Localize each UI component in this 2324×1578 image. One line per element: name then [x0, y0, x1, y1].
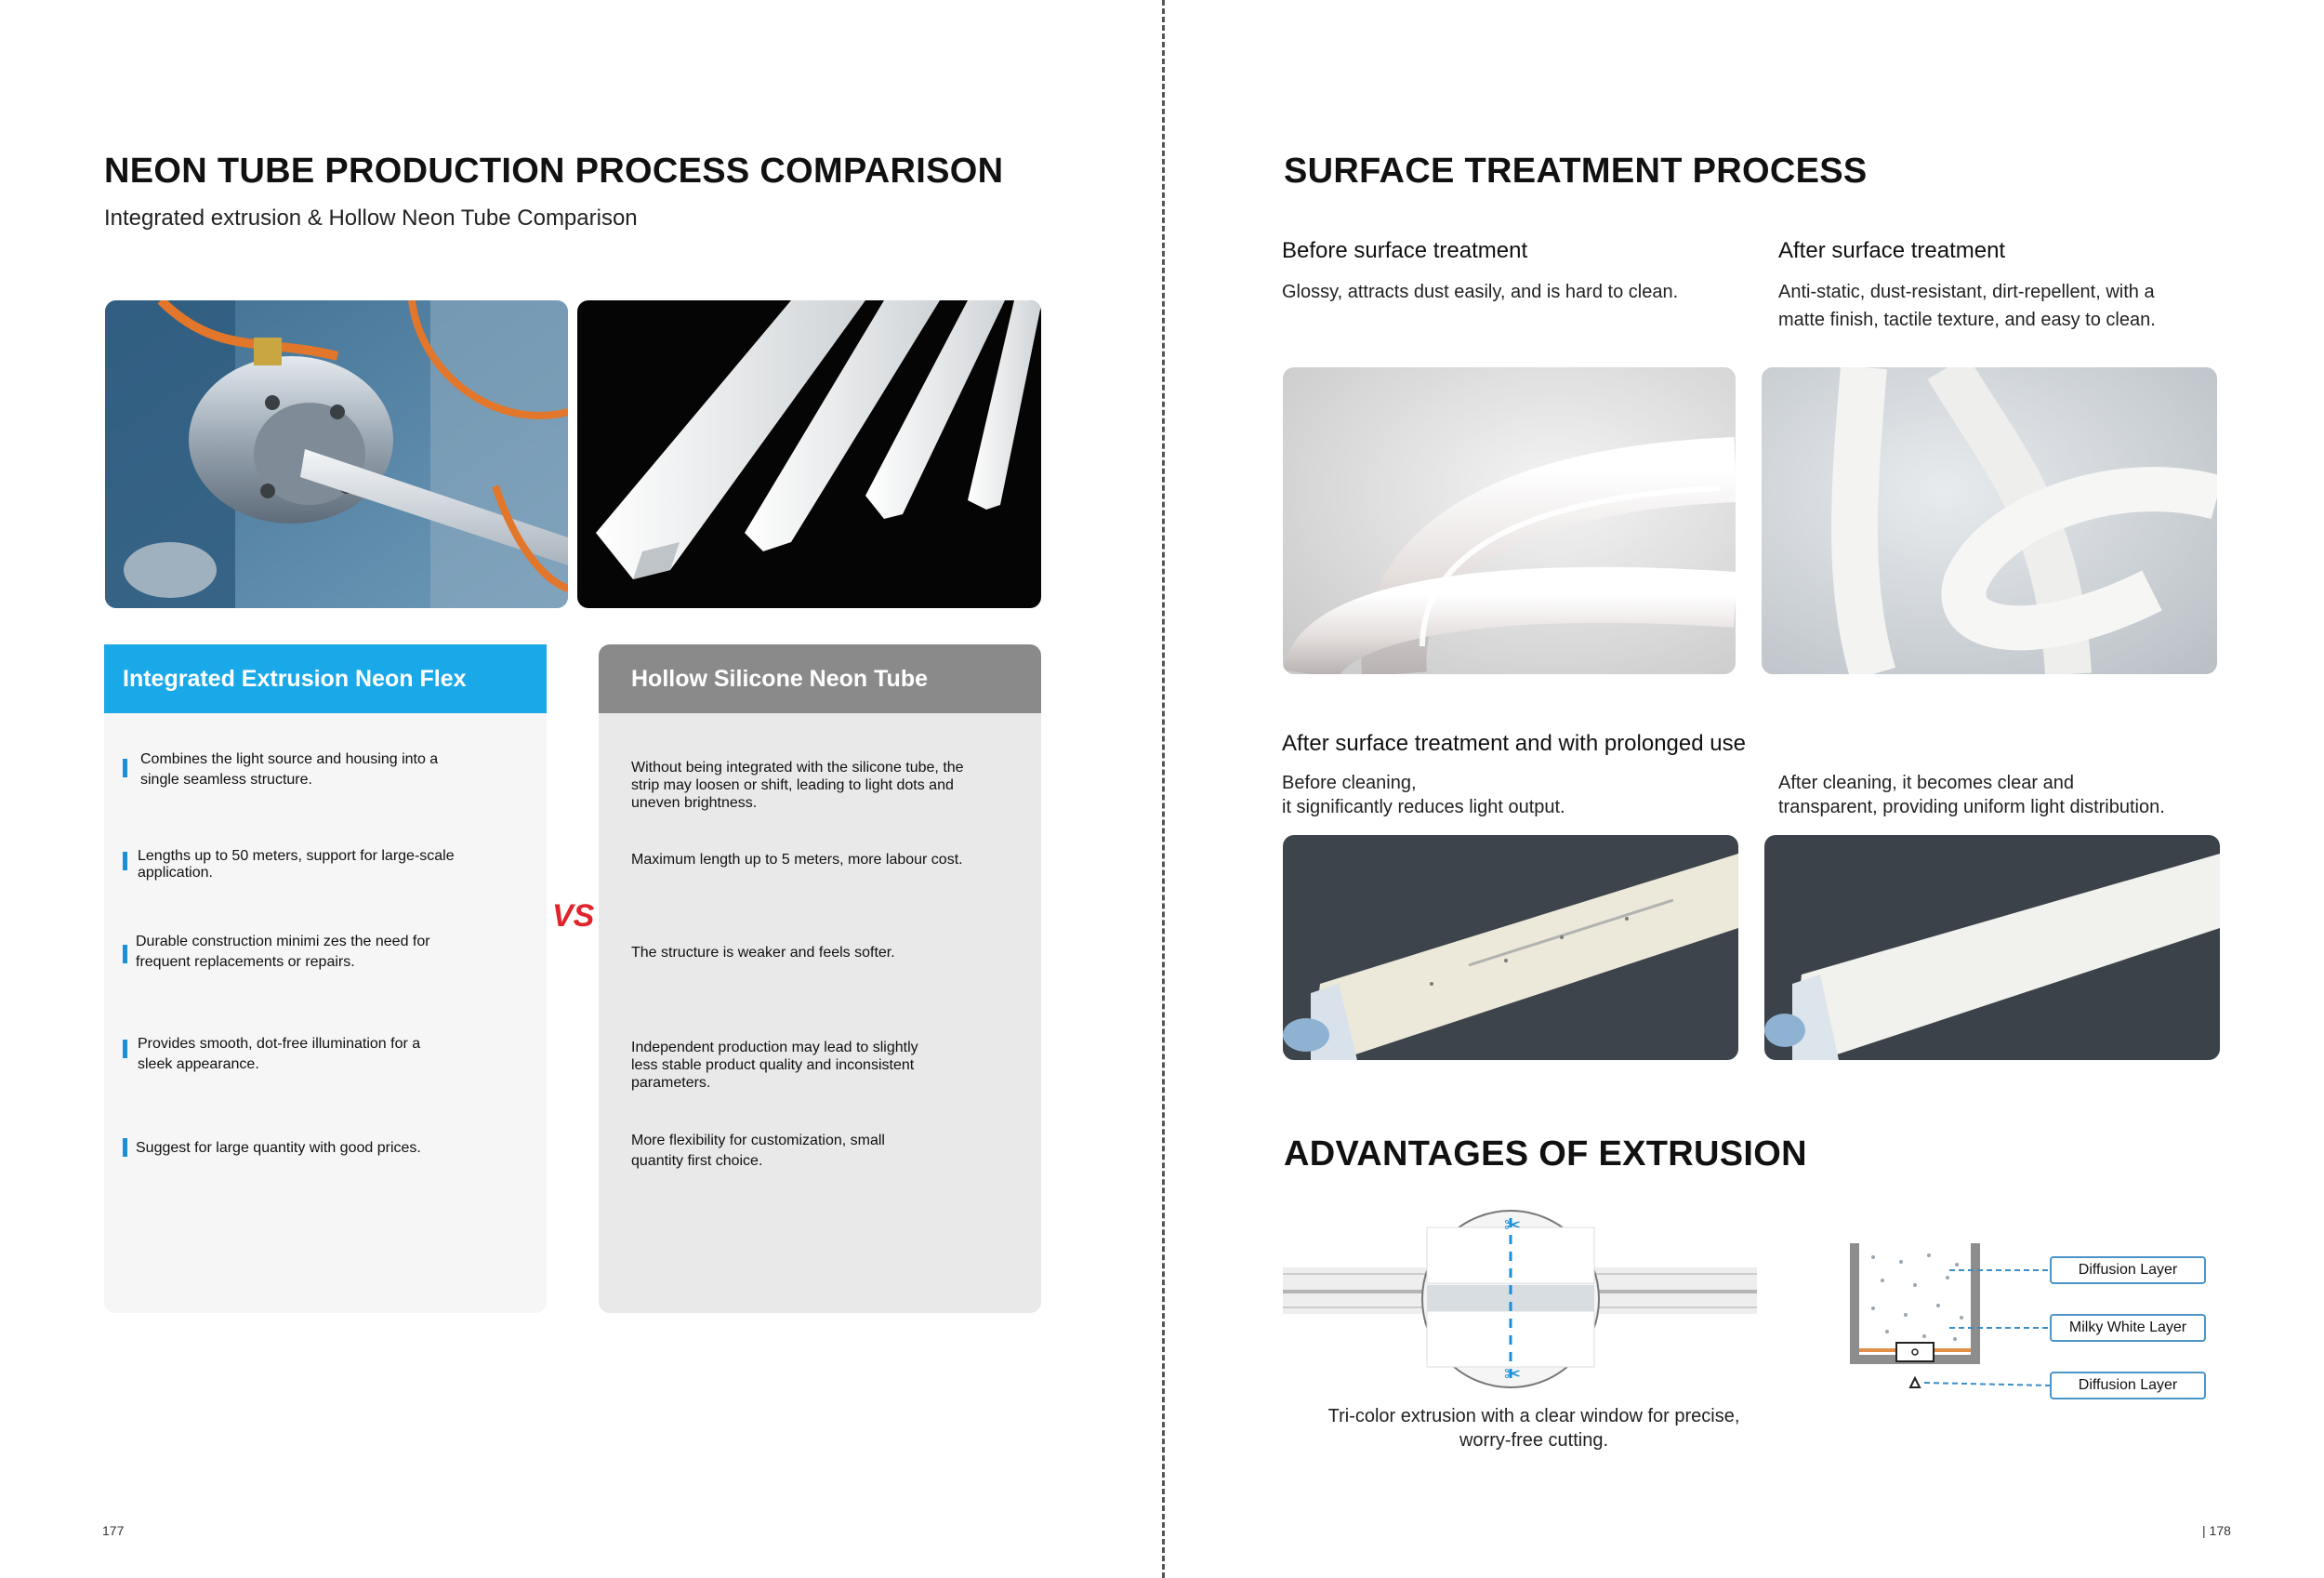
integrated-item-3: Durable construction minimi zes the need for frequent replacements or repairs.: [136, 934, 430, 970]
advantages-title: ADVANTAGES OF EXTRUSION: [1284, 1134, 1807, 1174]
bullet-bar-3: [123, 945, 127, 963]
extrusion-machine-photo: [105, 300, 568, 608]
clean-strip-photo: [1764, 835, 2220, 1060]
integrated-card-body: [104, 713, 547, 1313]
after-treatment-heading: After surface treatment: [1778, 238, 2006, 263]
after-cleaning-text: After cleaning, it becomes clear and transparent, providing uniform light distribution.: [1778, 773, 2165, 817]
svg-text:✂: ✂: [1504, 1363, 1522, 1386]
glossy-tube-photo: [1283, 367, 1736, 674]
hollow-silicone-card: [599, 644, 1041, 1313]
spread-divider: [1162, 0, 1165, 1578]
prolonged-use-heading: After surface treatment and with prolonged use: [1282, 731, 1746, 756]
page-title-right: SURFACE TREATMENT PROCESS: [1284, 152, 1868, 191]
integrated-item-4: Provides smooth, dot-free illumination for a sleek appearance.: [138, 1036, 421, 1072]
diffusion-layer-label-bottom: Diffusion Layer: [2050, 1372, 2206, 1399]
integrated-item-1: Combines the light source and housing into a single seamless structure.: [140, 751, 439, 788]
cutting-window-diagram: [1283, 1209, 1757, 1390]
hollow-item-3: The structure is weaker and feels softer.: [631, 945, 895, 961]
integrated-extrusion-card: [104, 644, 547, 1313]
integrated-item-5: Suggest for large quantity with good prices.: [136, 1140, 421, 1156]
bullet-bar-4: [123, 1040, 127, 1058]
bullet-bar-1: [123, 759, 127, 777]
svg-text:✂: ✂: [1504, 1214, 1522, 1238]
before-treatment-text: Glossy, attracts dust easily, and is hard to clean.: [1282, 282, 1679, 302]
page-number-right: | 178: [2202, 1523, 2231, 1538]
hollow-item-5: More flexibility for customization, small quantity first choice.: [631, 1133, 885, 1169]
page-title-left: NEON TUBE PRODUCTION PROCESS COMPARISON: [104, 152, 1004, 191]
hollow-item-4: Independent production may lead to slightly less stable product quality and inconsistent parameters.: [631, 1040, 918, 1091]
before-cleaning-text: Before cleaning, it significantly reduces light output.: [1282, 773, 1565, 817]
after-treatment-text: Anti-static, dust-resistant, dirt-repellent, with a matte finish, tactile texture, and easy to clean.: [1778, 282, 2156, 330]
bullet-bar-2: [123, 852, 127, 870]
cross-section-diagram: [1845, 1239, 2050, 1392]
bullet-bar-5: [123, 1138, 127, 1157]
hollow-card-header: Hollow Silicone Neon Tube: [599, 644, 1041, 713]
advantages-caption: Tri-color extrusion with a clear window for precise, worry-free cutting.: [1327, 1406, 1740, 1451]
hollow-item-2: Maximum length up to 5 meters, more labour cost.: [631, 852, 963, 868]
hollow-silicone-profiles-photo: [577, 300, 1041, 608]
milky-white-layer-label: Milky White Layer: [2050, 1314, 2206, 1342]
matte-tube-photo: [1762, 367, 2217, 674]
diffusion-layer-label-top: Diffusion Layer: [2050, 1256, 2206, 1284]
page-number-left: 177: [102, 1523, 125, 1538]
hollow-item-1: Without being integrated with the silicone tube, the strip may loosen or shift, leading to light dots and uneven brightness.: [631, 760, 964, 811]
before-treatment-heading: Before surface treatment: [1282, 238, 1528, 263]
dirty-strip-photo: [1283, 835, 1738, 1060]
vs-label: VS: [552, 898, 595, 934]
page-subtitle-left: Integrated extrusion & Hollow Neon Tube Comparison: [104, 206, 638, 231]
integrated-card-header: Integrated Extrusion Neon Flex: [104, 644, 547, 713]
integrated-item-2: Lengths up to 50 meters, support for large-scale application.: [138, 848, 455, 881]
